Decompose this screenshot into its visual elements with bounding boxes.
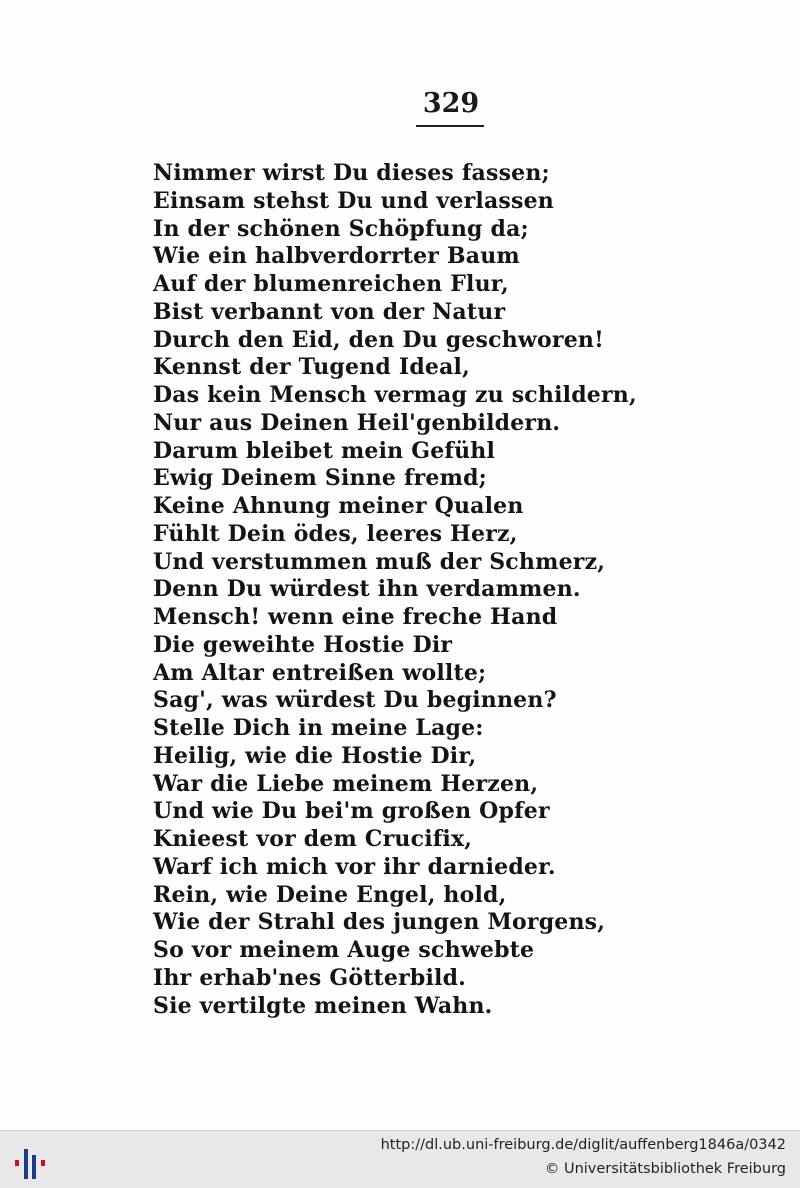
source-url[interactable]: http://dl.ub.uni-freiburg.de/diglit/auffenberg1846a/0342 <box>380 1137 786 1153</box>
poem-line: Fühlt Dein ödes, leeres Herz, <box>153 520 518 547</box>
poem-line: Stelle Dich in meine Lage: <box>153 715 484 741</box>
poem-line: Durch den Eid, den Du geschworen! <box>153 326 604 353</box>
poem-line: Nur aus Deinen Heil'genbildern. <box>153 409 561 436</box>
poem-line: Kennst der Tugend Ideal, <box>153 354 470 381</box>
ub-freiburg-logo-icon[interactable] <box>10 1141 50 1181</box>
poem-line: Knieest vor dem Crucifix, <box>153 826 473 852</box>
poem-line: Und verstummen muß der Schmerz, <box>153 548 606 575</box>
poem-line: Bist verbannt von der Natur <box>153 298 506 325</box>
poem-line: Auf der blumenreichen Flur, <box>153 271 509 297</box>
poem-line: Heilig, wie die Hostie Dir, <box>153 742 477 769</box>
poem-line: Sie vertilgte meinen Wahn. <box>153 992 493 1019</box>
poem-line: Sag', was würdest Du beginnen? <box>153 687 557 714</box>
page-number-rule <box>416 125 484 127</box>
poem-line: Und wie Du bei'm großen Opfer <box>153 798 550 825</box>
poem-line: Die geweihte Hostie Dir <box>153 631 453 658</box>
poem-line: Warf ich mich vor ihr darnieder. <box>153 853 556 880</box>
poem-line: Mensch! wenn eine freche Hand <box>153 604 558 630</box>
poem-line: Am Altar entreißen wollte; <box>153 659 487 686</box>
poem-line: Keine Ahnung meiner Qualen <box>153 493 524 519</box>
poem-line: Nimmer wirst Du dieses fassen; <box>153 160 550 186</box>
copyright-notice: © Universitätsbibliothek Freiburg <box>544 1161 786 1177</box>
poem-line: In der schönen Schöpfung da; <box>153 215 529 242</box>
poem-line: Ihr erhab'nes Götterbild. <box>153 964 467 991</box>
poem-line: Wie der Strahl des jungen Morgens, <box>153 909 606 936</box>
poem-line: Einsam stehst Du und verlassen <box>153 187 554 214</box>
page-number: 329 <box>422 88 480 119</box>
poem-line: Ewig Deinem Sinne fremd; <box>153 465 487 492</box>
poem-line: Rein, wie Deine Engel, hold, <box>153 881 507 908</box>
poem-line: So vor meinem Auge schwebte <box>153 937 535 963</box>
poem-line: Denn Du würdest ihn verdammen. <box>153 576 581 603</box>
poem-line: War die Liebe meinem Herzen, <box>153 770 539 797</box>
poem-line: Das kein Mensch vermag zu schildern, <box>153 382 637 408</box>
poem-text <box>153 160 637 1020</box>
poem-line: Wie ein halbverdorrter Baum <box>153 243 520 270</box>
viewer-footer <box>0 1130 800 1188</box>
poem-line: Darum bleibet mein Gefühl <box>153 437 496 464</box>
